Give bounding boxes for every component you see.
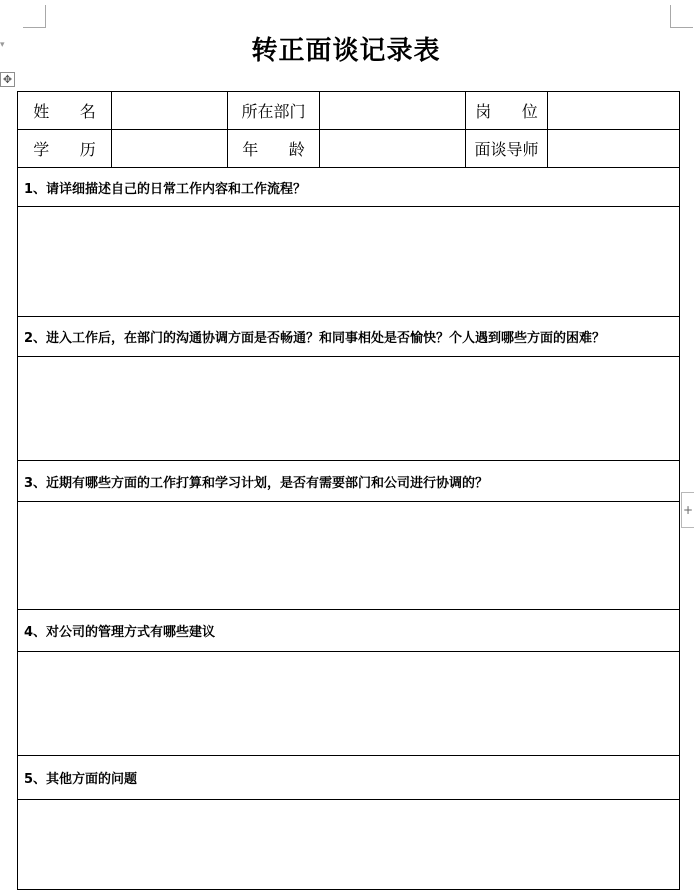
department-value-cell[interactable] <box>320 92 466 130</box>
education-label: 学 历 <box>18 130 112 168</box>
margin-arrow-icon: ▾ <box>0 40 5 50</box>
plus-icon[interactable]: + <box>681 492 694 528</box>
question-2: 2、进入工作后，在部门的沟通协调方面是否畅通？和同事相处是否愉快？个人遇到哪些方面的困难？ <box>18 317 680 357</box>
answer-5-area[interactable] <box>18 800 680 890</box>
page-corner-mark-top-left <box>23 5 46 28</box>
question-4: 4、对公司的管理方式有哪些建议 <box>18 610 680 652</box>
age-value-cell[interactable] <box>320 130 466 168</box>
age-label: 年 龄 <box>228 130 320 168</box>
name-label: 姓 名 <box>18 92 112 130</box>
question-5: 5、其他方面的问题 <box>18 756 680 800</box>
page-corner-mark-top-right <box>670 5 693 28</box>
answer-4-area[interactable] <box>18 652 680 756</box>
answer-2-area[interactable] <box>18 357 680 461</box>
mentor-value-cell[interactable] <box>548 130 680 168</box>
answer-3-area[interactable] <box>18 502 680 610</box>
mentor-label: 面谈导师 <box>466 130 548 168</box>
department-label: 所在部门 <box>228 92 320 130</box>
name-value-cell[interactable] <box>112 92 228 130</box>
question-3: 3、近期有哪些方面的工作打算和学习计划，是否有需要部门和公司进行协调的？ <box>18 461 680 502</box>
answer-1-area[interactable] <box>18 207 680 317</box>
question-1: 1、请详细描述自己的日常工作内容和工作流程？ <box>18 168 680 207</box>
page-title: 转正面谈记录表 <box>251 36 441 66</box>
position-label: 岗 位 <box>466 92 548 130</box>
interview-form-table <box>17 91 680 890</box>
move-icon[interactable]: ✥ <box>0 72 15 87</box>
position-value-cell[interactable] <box>548 92 680 130</box>
education-value-cell[interactable] <box>112 130 228 168</box>
